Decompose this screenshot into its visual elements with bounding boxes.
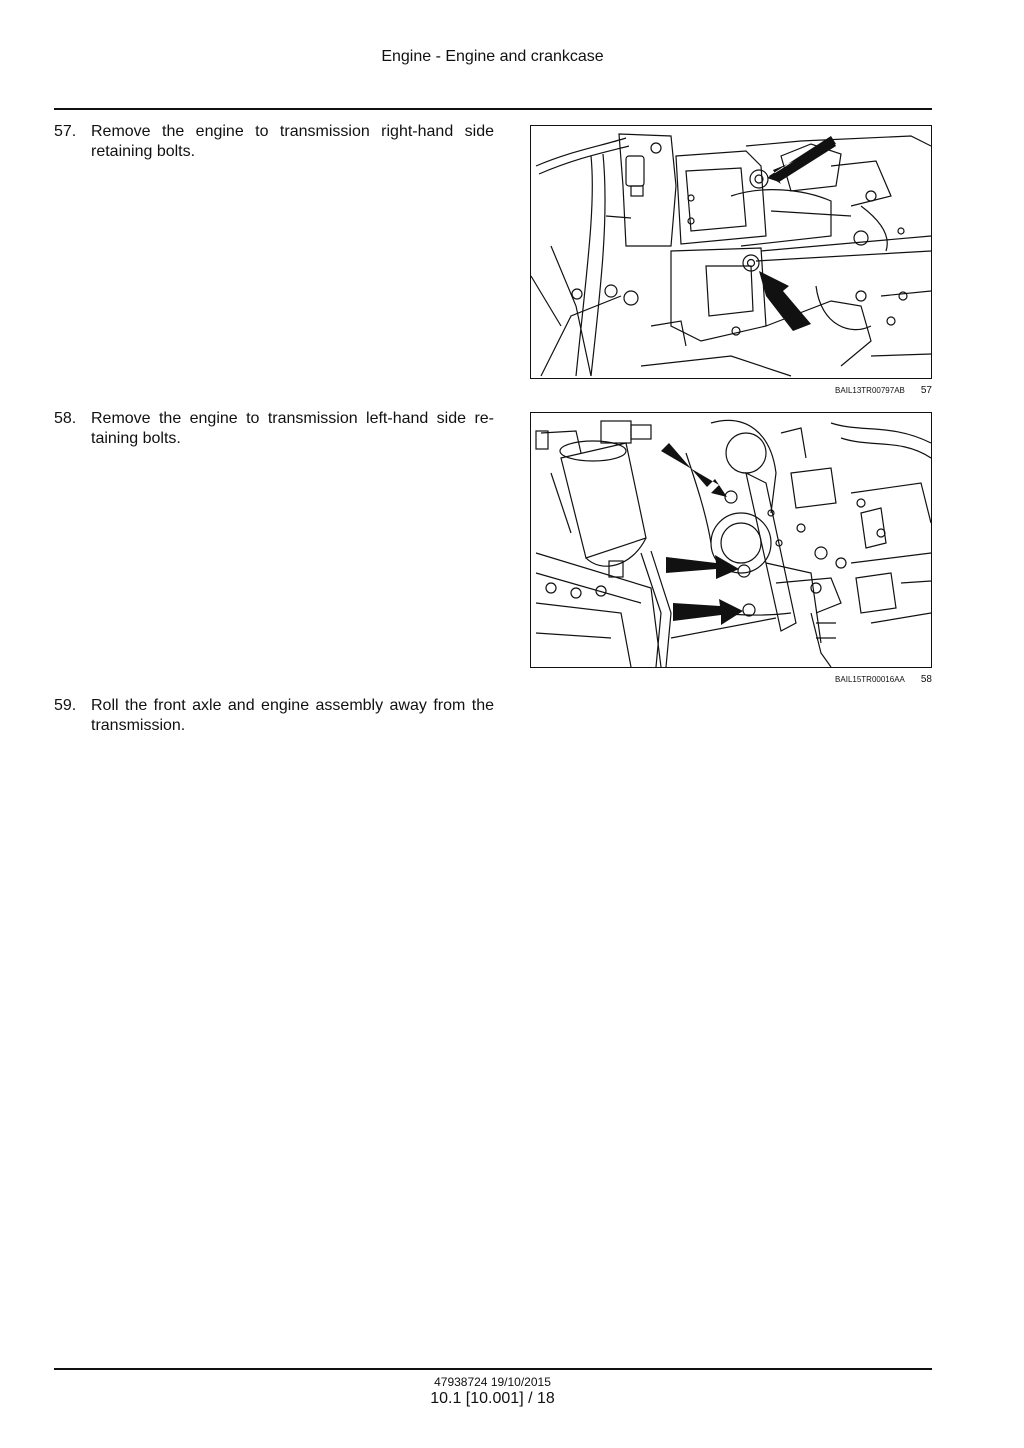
figure-code: BAIL15TR00016AA bbox=[835, 675, 905, 684]
step-number: 59. bbox=[54, 697, 77, 714]
engine-left-side-drawing bbox=[531, 413, 931, 667]
engine-right-side-drawing bbox=[531, 126, 931, 378]
step-number: 57. bbox=[54, 123, 77, 140]
pointer-arrow bbox=[661, 443, 727, 497]
step-57 bbox=[54, 122, 494, 162]
step-text: Remove the engine to transmission left-hand side re-taining bolts. bbox=[91, 410, 494, 447]
footer-rule bbox=[54, 1368, 932, 1370]
figure-code: BAIL13TR00797AB bbox=[835, 386, 905, 395]
step-text: Roll the front axle and engine assembly away from the transmission. bbox=[91, 697, 494, 734]
step-59 bbox=[54, 696, 494, 736]
figure-number: 57 bbox=[920, 385, 932, 396]
pointer-arrow bbox=[767, 138, 836, 182]
figure-57-caption bbox=[530, 385, 932, 396]
step-number: 58. bbox=[54, 410, 77, 427]
step-58 bbox=[54, 409, 494, 449]
pointer-arrow bbox=[759, 271, 811, 331]
footer-document-reference: 47938724 19/10/2015 bbox=[434, 1375, 551, 1389]
header-rule bbox=[54, 108, 932, 110]
page-header-title: Engine - Engine and crankcase bbox=[381, 48, 604, 65]
figure-number: 58 bbox=[920, 674, 932, 685]
pointer-arrow bbox=[673, 599, 743, 625]
figure-57-illustration bbox=[530, 125, 932, 379]
figure-58-illustration bbox=[530, 412, 932, 668]
step-text: Remove the engine to transmission right-hand side retaining bolts. bbox=[91, 123, 494, 160]
figure-58-caption bbox=[530, 674, 932, 685]
footer-page-number: 10.1 [10.001] / 18 bbox=[430, 1390, 555, 1407]
